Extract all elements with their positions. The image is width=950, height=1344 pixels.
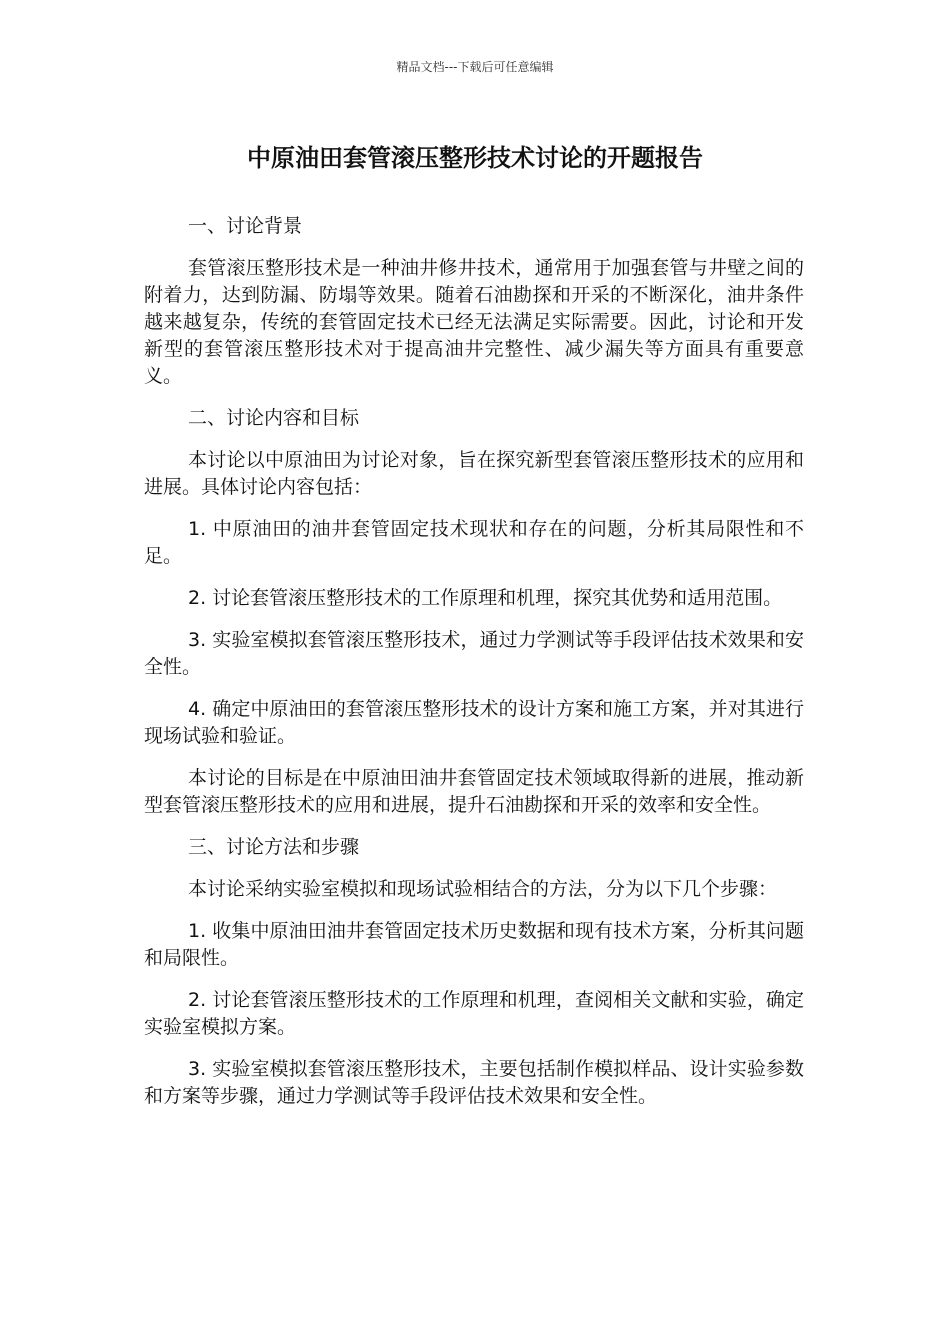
section-heading-content-goals: 二、讨论内容和目标 [188, 407, 360, 429]
document-title: 中原油田套管滚压整形技术讨论的开题报告 [247, 144, 703, 172]
paragraph-goal: 本讨论的目标是在中原油田油井套管固定技术领域取得新的进展，推动新型套管滚压整形技术的应用和进展，提升石油勘探和开采的效率和安全性。 [144, 767, 804, 816]
section-heading-methods: 三、讨论方法和步骤 [188, 836, 360, 858]
list-item-step-3: 3. 实验室模拟套管滚压整形技术，主要包括制作模拟样品、设计实验参数和方案等步骤，通过力学测试等手段评估技术效果和安全性。 [144, 1058, 804, 1107]
list-item-content-3: 3. 实验室模拟套管滚压整形技术，通过力学测试等手段评估技术效果和安全性。 [144, 629, 804, 678]
paragraph-background: 套管滚压整形技术是一种油井修井技术，通常用于加强套管与井壁之间的附着力，达到防漏、防塌等效果。随着石油勘探和开采的不断深化，油井条件越来越复杂，传统的套管固定技术已经无法满足实际需要。因此，讨论和开发新型的套管滚压整形技术对于提高油井完整性、减少漏失等方面具有重要意义。 [144, 257, 804, 387]
list-item-content-4: 4. 确定中原油田的套管滚压整形技术的设计方案和施工方案，并对其进行现场试验和验证。 [144, 698, 804, 747]
list-item-step-1: 1. 收集中原油田油井套管固定技术历史数据和现有技术方案，分析其问题和局限性。 [144, 920, 804, 969]
section-heading-background: 一、讨论背景 [188, 215, 303, 237]
paragraph-content-intro: 本讨论以中原油田为讨论对象，旨在探究新型套管滚压整形技术的应用和进展。具体讨论内容包括： [144, 449, 804, 498]
list-item-step-2: 2. 讨论套管滚压整形技术的工作原理和机理，查阅相关文献和实验，确定实验室模拟方案。 [144, 989, 804, 1038]
document-body [144, 213, 804, 1125]
paragraph-methods-intro: 本讨论采纳实验室模拟和现场试验相结合的方法，分为以下几个步骤： [188, 878, 778, 900]
list-item-content-1: 1. 中原油田的油井套管固定技术现状和存在的问题，分析其局限性和不足。 [144, 518, 804, 567]
list-item-content-2: 2. 讨论套管滚压整形技术的工作原理和机理，探究其优势和适用范围。 [188, 587, 783, 609]
page-header: 精品文档---下载后可任意编辑 [396, 60, 554, 74]
